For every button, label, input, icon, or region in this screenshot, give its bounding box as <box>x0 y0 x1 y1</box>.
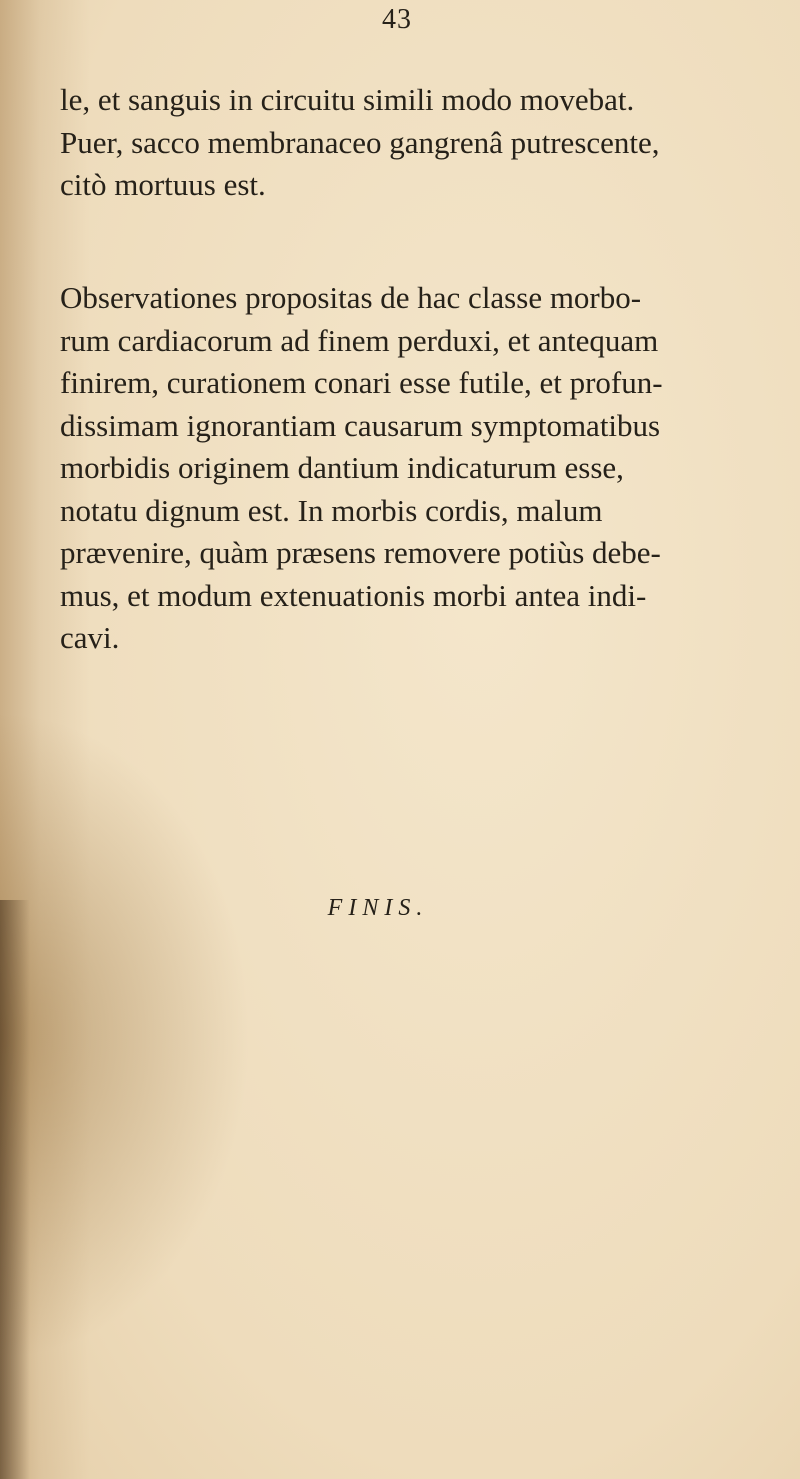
text-line: finirem, curationem conari esse futile, et profun- <box>60 365 663 400</box>
text-line: Observationes propositas de hac classe morbo- <box>60 280 642 315</box>
text-line: prævenire, quàm præsens removere potiùs debe- <box>60 535 661 570</box>
text-line: notatu dignum est. In morbis cordis, malum <box>60 492 603 528</box>
text-line: morbidis originem dantium indicaturum esse, <box>60 450 624 485</box>
text-line: mus, et modum extenuationis morbi antea indi- <box>60 577 647 613</box>
paragraph-1 <box>60 79 760 207</box>
text-line: citò mortuus est. <box>60 167 266 202</box>
finis-heading: FINIS. <box>327 895 429 921</box>
text-line: cavi. <box>60 620 120 655</box>
text-line: le, et sanguis in circuitu simili modo movebat. <box>60 82 635 117</box>
spine-shadow <box>0 900 30 1479</box>
paragraph-2 <box>60 277 760 660</box>
text-line: rum cardiacorum ad finem perduxi, et antequam <box>60 322 659 358</box>
text-line: Puer, sacco membranaceo gangrenâ putrescente, <box>60 124 660 160</box>
page-number: 43 <box>382 4 412 35</box>
text-line: dissimam ignorantiam causarum symptomatibus <box>60 407 661 443</box>
